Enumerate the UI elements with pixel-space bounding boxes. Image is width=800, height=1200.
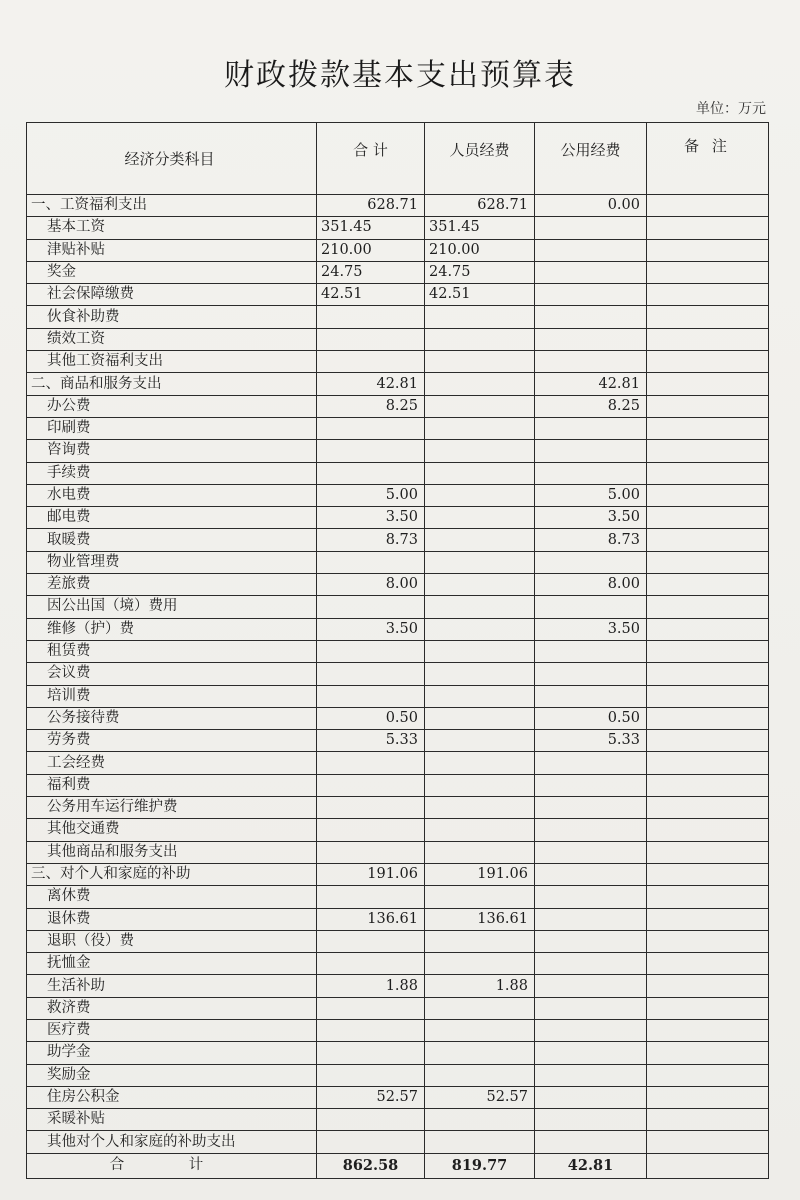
row-total (317, 886, 425, 908)
table-row (27, 685, 769, 707)
row-total (317, 1042, 425, 1064)
row-total: 0.50 (317, 707, 425, 729)
table-row (27, 1042, 769, 1064)
row-personnel (425, 730, 535, 752)
row-note (647, 261, 769, 283)
row-name: 二、商品和服务支出 (27, 373, 317, 395)
row-note (647, 663, 769, 685)
row-public: 0.50 (535, 707, 647, 729)
table-row (27, 640, 769, 662)
row-public (535, 663, 647, 685)
table-row (27, 997, 769, 1019)
row-name: 奖金 (27, 261, 317, 283)
row-note (647, 841, 769, 863)
row-note (647, 1042, 769, 1064)
table-row (27, 730, 769, 752)
row-name: 办公费 (27, 395, 317, 417)
row-name: 退休费 (27, 908, 317, 930)
row-total: 42.81 (317, 373, 425, 395)
row-total (317, 774, 425, 796)
table-row (27, 417, 769, 439)
row-note (647, 975, 769, 997)
row-personnel: 628.71 (425, 195, 535, 217)
row-name: 差旅费 (27, 574, 317, 596)
row-total (317, 1019, 425, 1041)
row-personnel (425, 707, 535, 729)
row-personnel (425, 1019, 535, 1041)
row-public (535, 440, 647, 462)
total-row-personnel: 819.77 (425, 1153, 535, 1178)
row-note (647, 707, 769, 729)
table-row (27, 618, 769, 640)
row-total (317, 306, 425, 328)
row-public (535, 841, 647, 863)
table-body (27, 195, 769, 1154)
table-row (27, 930, 769, 952)
table-row (27, 797, 769, 819)
row-name: 社会保障缴费 (27, 284, 317, 306)
row-name: 奖励金 (27, 1064, 317, 1086)
row-name: 津贴补贴 (27, 239, 317, 261)
row-public (535, 596, 647, 618)
row-note (647, 195, 769, 217)
row-personnel (425, 1109, 535, 1131)
row-public (535, 1086, 647, 1108)
row-public (535, 752, 647, 774)
row-total (317, 328, 425, 350)
row-personnel (425, 685, 535, 707)
row-personnel (425, 484, 535, 506)
row-note (647, 618, 769, 640)
row-total (317, 417, 425, 439)
row-note (647, 574, 769, 596)
row-personnel (425, 328, 535, 350)
row-personnel (425, 462, 535, 484)
row-total: 8.25 (317, 395, 425, 417)
row-total (317, 596, 425, 618)
table-row (27, 395, 769, 417)
row-note (647, 1086, 769, 1108)
row-note (647, 462, 769, 484)
table-row (27, 886, 769, 908)
table-row (27, 284, 769, 306)
row-total: 42.51 (317, 284, 425, 306)
row-public (535, 1042, 647, 1064)
table-row (27, 373, 769, 395)
row-total (317, 351, 425, 373)
table-row (27, 663, 769, 685)
row-public (535, 306, 647, 328)
row-personnel (425, 640, 535, 662)
table-row (27, 1019, 769, 1041)
row-total: 24.75 (317, 261, 425, 283)
row-personnel (425, 306, 535, 328)
table-row (27, 529, 769, 551)
row-note (647, 997, 769, 1019)
row-public (535, 239, 647, 261)
row-note (647, 507, 769, 529)
row-public (535, 774, 647, 796)
row-name: 其他商品和服务支出 (27, 841, 317, 863)
row-personnel: 191.06 (425, 863, 535, 885)
row-personnel (425, 774, 535, 796)
row-personnel (425, 930, 535, 952)
row-personnel (425, 953, 535, 975)
row-name: 邮电费 (27, 507, 317, 529)
table-row (27, 462, 769, 484)
row-name: 其他工资福利支出 (27, 351, 317, 373)
table-row (27, 1064, 769, 1086)
row-note (647, 484, 769, 506)
row-personnel: 351.45 (425, 217, 535, 239)
row-note (647, 373, 769, 395)
header-personnel: 人员经费 (425, 123, 535, 195)
table-row (27, 908, 769, 930)
table-row (27, 596, 769, 618)
row-note (647, 306, 769, 328)
total-row-total: 862.58 (317, 1153, 425, 1178)
row-note (647, 640, 769, 662)
row-personnel (425, 507, 535, 529)
row-note (647, 239, 769, 261)
row-name: 印刷费 (27, 417, 317, 439)
row-name: 工会经费 (27, 752, 317, 774)
row-name: 助学金 (27, 1042, 317, 1064)
row-public (535, 997, 647, 1019)
row-total (317, 1109, 425, 1131)
row-personnel: 210.00 (425, 239, 535, 261)
table-row (27, 351, 769, 373)
table-row (27, 975, 769, 997)
row-public (535, 551, 647, 573)
row-name: 三、对个人和家庭的补助 (27, 863, 317, 885)
row-personnel (425, 797, 535, 819)
row-personnel (425, 1042, 535, 1064)
row-personnel (425, 574, 535, 596)
row-note (647, 886, 769, 908)
row-total (317, 841, 425, 863)
row-total: 136.61 (317, 908, 425, 930)
row-note (647, 351, 769, 373)
total-row-note (647, 1153, 769, 1178)
row-name: 会议费 (27, 663, 317, 685)
row-public (535, 640, 647, 662)
row-total (317, 997, 425, 1019)
row-total: 3.50 (317, 507, 425, 529)
header-name: 经济分类科目 (27, 123, 317, 195)
row-public: 42.81 (535, 373, 647, 395)
row-name: 咨询费 (27, 440, 317, 462)
row-personnel (425, 417, 535, 439)
row-total (317, 797, 425, 819)
row-personnel (425, 373, 535, 395)
row-note (647, 440, 769, 462)
row-total (317, 1131, 425, 1153)
row-public (535, 1064, 647, 1086)
row-public (535, 819, 647, 841)
row-name: 维修（护）费 (27, 618, 317, 640)
row-personnel (425, 819, 535, 841)
row-total (317, 551, 425, 573)
row-name: 离休费 (27, 886, 317, 908)
row-total: 8.73 (317, 529, 425, 551)
row-total (317, 953, 425, 975)
row-note (647, 1019, 769, 1041)
row-public: 0.00 (535, 195, 647, 217)
row-total: 5.00 (317, 484, 425, 506)
row-note (647, 685, 769, 707)
row-total: 3.50 (317, 618, 425, 640)
row-public (535, 1019, 647, 1041)
row-personnel (425, 886, 535, 908)
row-public: 5.33 (535, 730, 647, 752)
table-row (27, 841, 769, 863)
row-note (647, 395, 769, 417)
header-total: 合 计 (317, 123, 425, 195)
row-public (535, 261, 647, 283)
row-personnel (425, 596, 535, 618)
row-total (317, 685, 425, 707)
row-public (535, 351, 647, 373)
row-name: 生活补助 (27, 975, 317, 997)
row-total (317, 752, 425, 774)
row-public: 8.25 (535, 395, 647, 417)
row-public: 3.50 (535, 507, 647, 529)
row-total (317, 640, 425, 662)
row-name: 医疗费 (27, 1019, 317, 1041)
table-row (27, 1086, 769, 1108)
row-public (535, 328, 647, 350)
row-name: 一、工资福利支出 (27, 195, 317, 217)
row-total (317, 440, 425, 462)
row-public (535, 217, 647, 239)
row-personnel (425, 351, 535, 373)
row-personnel: 52.57 (425, 1086, 535, 1108)
table-row (27, 774, 769, 796)
row-public: 8.73 (535, 529, 647, 551)
row-public (535, 797, 647, 819)
page-title: 财政拨款基本支出预算表 (224, 58, 576, 93)
row-total: 628.71 (317, 195, 425, 217)
table-row (27, 551, 769, 573)
row-name: 物业管理费 (27, 551, 317, 573)
row-personnel (425, 663, 535, 685)
row-note (647, 284, 769, 306)
table-row (27, 953, 769, 975)
row-personnel (425, 618, 535, 640)
row-personnel (425, 1131, 535, 1153)
row-note (647, 953, 769, 975)
row-name: 基本工资 (27, 217, 317, 239)
row-public (535, 462, 647, 484)
unit-label: 单位：万元 (696, 101, 766, 117)
table-row (27, 217, 769, 239)
table-row (27, 484, 769, 506)
row-name: 水电费 (27, 484, 317, 506)
row-name: 退职（役）费 (27, 930, 317, 952)
row-name: 劳务费 (27, 730, 317, 752)
row-public (535, 417, 647, 439)
row-name: 抚恤金 (27, 953, 317, 975)
row-note (647, 417, 769, 439)
row-name: 手续费 (27, 462, 317, 484)
row-name: 伙食补助费 (27, 306, 317, 328)
total-row-label: 合 计 (27, 1153, 317, 1178)
row-note (647, 1131, 769, 1153)
row-name: 绩效工资 (27, 328, 317, 350)
row-name: 公务接待费 (27, 707, 317, 729)
row-note (647, 1064, 769, 1086)
row-note (647, 797, 769, 819)
table-header-row (27, 123, 769, 195)
total-row (27, 1153, 769, 1178)
row-note (647, 819, 769, 841)
row-public (535, 886, 647, 908)
row-personnel (425, 841, 535, 863)
table-row (27, 195, 769, 217)
table-row (27, 239, 769, 261)
row-total: 5.33 (317, 730, 425, 752)
row-total: 1.88 (317, 975, 425, 997)
row-name: 因公出国（境）费用 (27, 596, 317, 618)
table-row (27, 306, 769, 328)
row-note (647, 217, 769, 239)
row-total (317, 930, 425, 952)
row-total (317, 663, 425, 685)
row-total (317, 462, 425, 484)
row-personnel (425, 997, 535, 1019)
table-row (27, 574, 769, 596)
row-note (647, 930, 769, 952)
row-total: 351.45 (317, 217, 425, 239)
row-personnel (425, 1064, 535, 1086)
row-public (535, 863, 647, 885)
total-row-public: 42.81 (535, 1153, 647, 1178)
table-row (27, 707, 769, 729)
row-personnel (425, 529, 535, 551)
table-row (27, 752, 769, 774)
table-row (27, 328, 769, 350)
table-row (27, 507, 769, 529)
row-name: 采暖补贴 (27, 1109, 317, 1131)
row-name: 其他对个人和家庭的补助支出 (27, 1131, 317, 1153)
row-public (535, 975, 647, 997)
row-name: 公务用车运行维护费 (27, 797, 317, 819)
row-public (535, 1109, 647, 1131)
row-note (647, 1109, 769, 1131)
row-personnel: 24.75 (425, 261, 535, 283)
row-total (317, 1064, 425, 1086)
budget-table (26, 122, 769, 1179)
row-total: 52.57 (317, 1086, 425, 1108)
row-note (647, 328, 769, 350)
table-row (27, 261, 769, 283)
row-name: 培训费 (27, 685, 317, 707)
row-note (647, 551, 769, 573)
table-row (27, 1131, 769, 1153)
row-public: 3.50 (535, 618, 647, 640)
row-name: 其他交通费 (27, 819, 317, 841)
row-public: 8.00 (535, 574, 647, 596)
row-public: 5.00 (535, 484, 647, 506)
row-name: 取暖费 (27, 529, 317, 551)
table-row (27, 819, 769, 841)
row-public (535, 930, 647, 952)
table-row (27, 863, 769, 885)
row-total: 8.00 (317, 574, 425, 596)
row-note (647, 730, 769, 752)
row-personnel (425, 752, 535, 774)
header-public: 公用经费 (535, 123, 647, 195)
row-public (535, 1131, 647, 1153)
row-personnel: 1.88 (425, 975, 535, 997)
table-row (27, 1109, 769, 1131)
row-public (535, 284, 647, 306)
row-personnel (425, 440, 535, 462)
row-name: 福利费 (27, 774, 317, 796)
row-name: 救济费 (27, 997, 317, 1019)
row-public (535, 953, 647, 975)
row-note (647, 908, 769, 930)
table-row (27, 440, 769, 462)
row-personnel: 136.61 (425, 908, 535, 930)
row-note (647, 863, 769, 885)
header-note: 备 注 (647, 123, 769, 195)
row-note (647, 529, 769, 551)
row-note (647, 774, 769, 796)
row-public (535, 685, 647, 707)
row-note (647, 752, 769, 774)
row-total: 191.06 (317, 863, 425, 885)
row-personnel (425, 395, 535, 417)
row-public (535, 908, 647, 930)
row-name: 住房公积金 (27, 1086, 317, 1108)
row-total (317, 819, 425, 841)
row-note (647, 596, 769, 618)
row-name: 租赁费 (27, 640, 317, 662)
row-total: 210.00 (317, 239, 425, 261)
row-personnel (425, 551, 535, 573)
row-personnel: 42.51 (425, 284, 535, 306)
